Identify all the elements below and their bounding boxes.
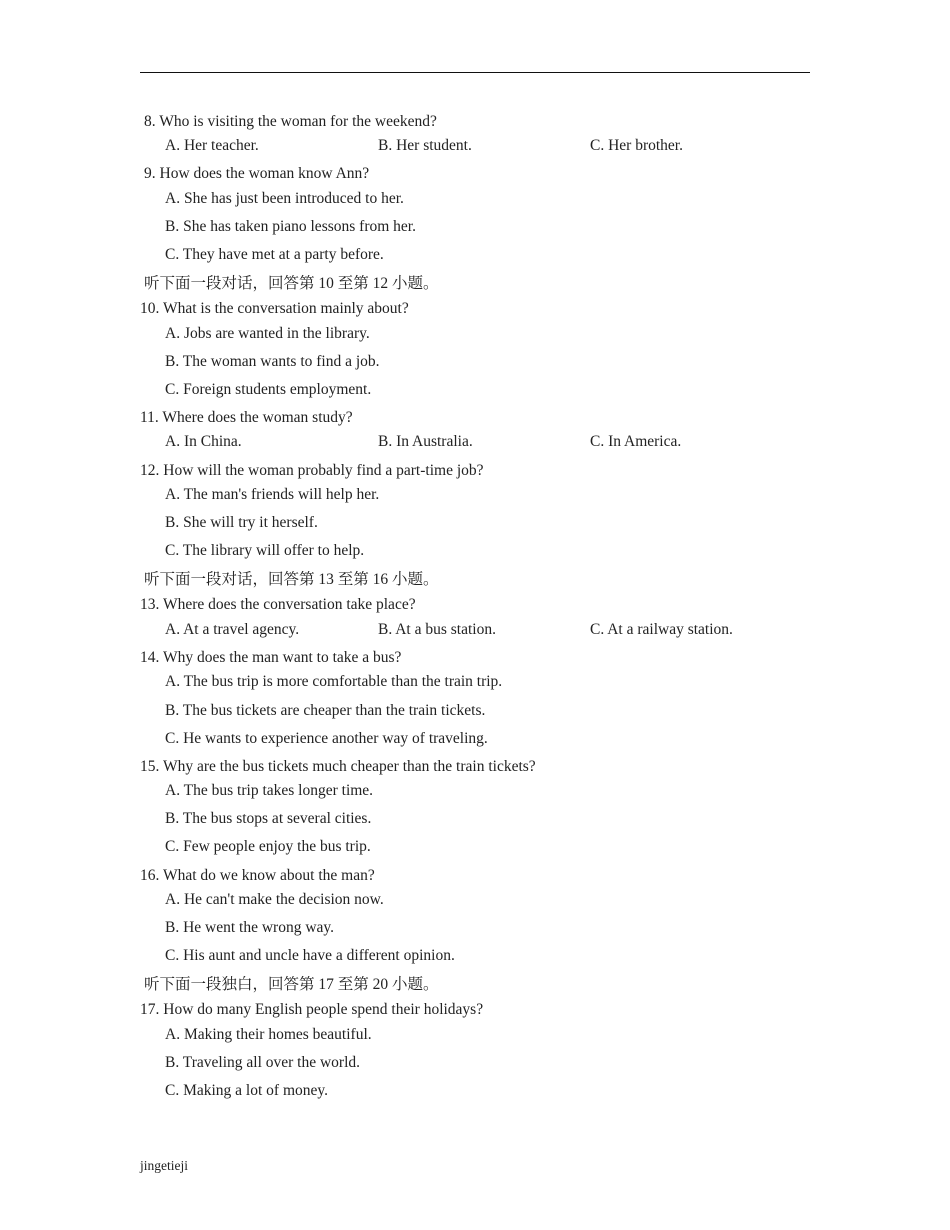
section-instruction: 听下面一段对话，回答第 13 至第 16 小题。	[144, 571, 439, 588]
header-rule	[140, 72, 810, 73]
option-12b: B. She will try it herself.	[165, 514, 318, 531]
option-17a: A. Making their homes beautiful.	[165, 1026, 372, 1043]
option-8c: C. Her brother.	[590, 137, 683, 154]
option-13b: B. At a bus station.	[378, 621, 496, 638]
option-12c: C. The library will offer to help.	[165, 542, 365, 559]
option-13c: C. At a railway station.	[590, 621, 733, 638]
question-15: 15. Why are the bus tickets much cheaper than the train tickets?	[140, 758, 536, 775]
option-16a: A. He can't make the decision now.	[165, 891, 384, 908]
page-footer: jingetieji	[140, 1158, 188, 1173]
option-17b: B. Traveling all over the world.	[165, 1054, 361, 1071]
option-8a: A. Her teacher.	[165, 137, 259, 154]
option-15b: B. The bus stops at several cities.	[165, 810, 372, 827]
option-14b: B. The bus tickets are cheaper than the train tickets.	[165, 702, 486, 719]
option-9b: B. She has taken piano lessons from her.	[165, 218, 416, 235]
option-9c: C. They have met at a party before.	[165, 246, 384, 263]
option-8b: B. Her student.	[378, 137, 472, 154]
option-13a: A. At a travel agency.	[165, 621, 300, 638]
option-15a: A. The bus trip takes longer time.	[165, 782, 374, 799]
option-11b: B. In Australia.	[378, 433, 473, 450]
option-14c: C. He wants to experience another way of traveling.	[165, 730, 488, 747]
question-17: 17. How do many English people spend their holidays?	[140, 1001, 484, 1018]
option-11a: A. In China.	[165, 433, 242, 450]
option-12a: A. The man's friends will help her.	[165, 486, 380, 503]
option-9a: A. She has just been introduced to her.	[165, 190, 404, 207]
option-11c: C. In America.	[590, 433, 682, 450]
question-9: 9. How does the woman know Ann?	[144, 165, 370, 182]
option-16b: B. He went the wrong way.	[165, 919, 335, 936]
option-14a: A. The bus trip is more comfortable than the train trip.	[165, 673, 503, 690]
question-11: 11. Where does the woman study?	[140, 409, 353, 426]
option-17c: C. Making a lot of money.	[165, 1082, 329, 1099]
question-13: 13. Where does the conversation take place?	[140, 596, 416, 613]
question-10: 10. What is the conversation mainly about?	[140, 300, 409, 317]
question-12: 12. How will the woman probably find a part-time job?	[140, 462, 484, 479]
option-10c: C. Foreign students employment.	[165, 381, 372, 398]
question-16: 16. What do we know about the man?	[140, 867, 375, 884]
section-instruction: 听下面一段独白，回答第 17 至第 20 小题。	[144, 976, 439, 993]
question-8: 8. Who is visiting the woman for the weekend?	[144, 113, 437, 130]
option-15c: C. Few people enjoy the bus trip.	[165, 838, 371, 855]
section-instruction: 听下面一段对话，回答第 10 至第 12 小题。	[144, 275, 439, 292]
question-14: 14. Why does the man want to take a bus?	[140, 649, 402, 666]
option-10a: A. Jobs are wanted in the library.	[165, 325, 370, 342]
option-10b: B. The woman wants to find a job.	[165, 353, 380, 370]
option-16c: C. His aunt and uncle have a different opinion.	[165, 947, 455, 964]
